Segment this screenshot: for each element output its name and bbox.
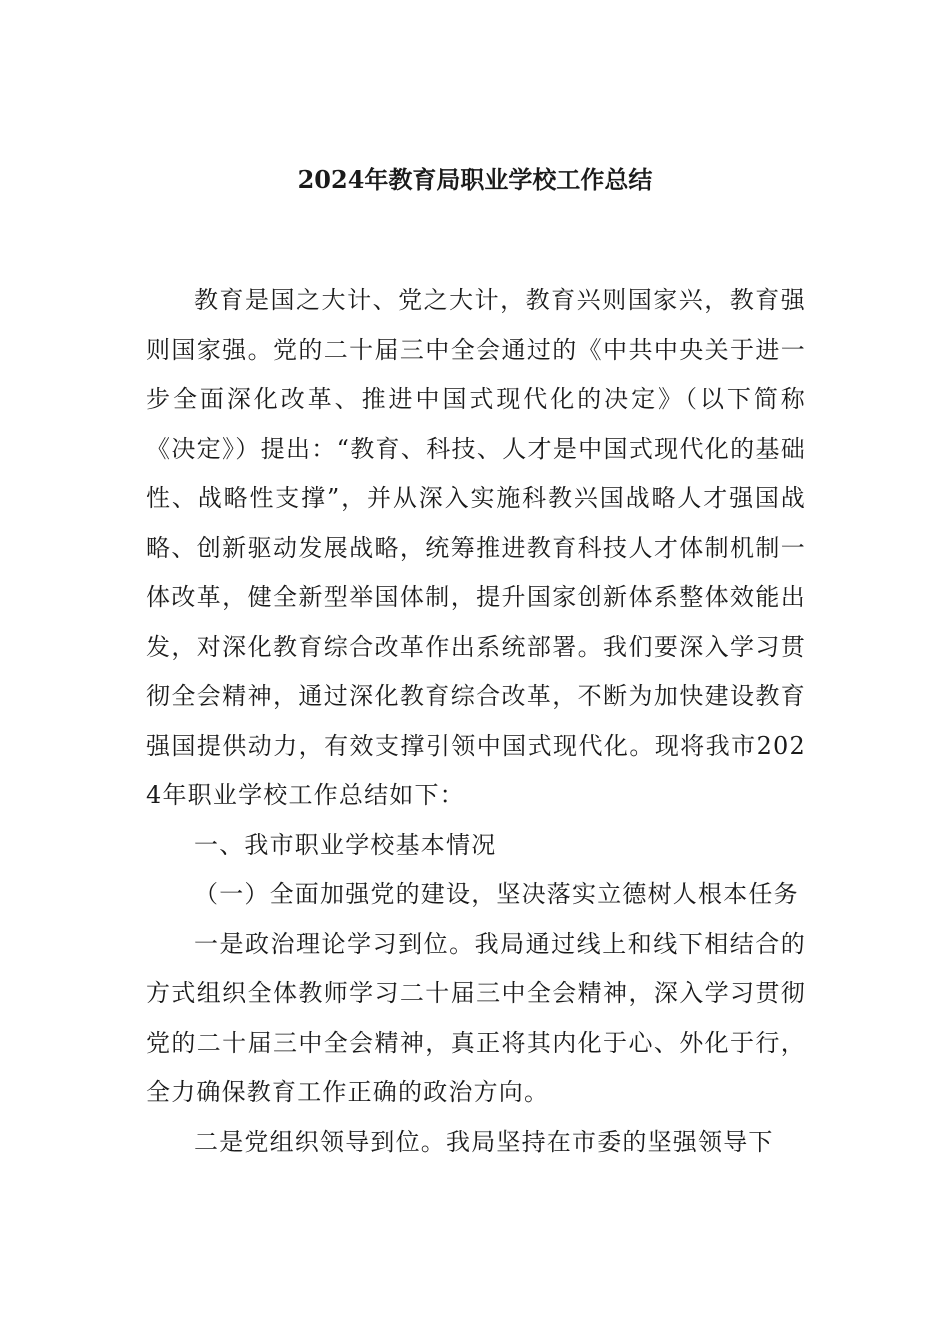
document-body bbox=[146, 276, 806, 1167]
subsection-heading-1: （一）全面加强党的建设，坚决落实立德树人根本任务 bbox=[194, 880, 799, 908]
section-heading-1: 一、我市职业学校基本情况 bbox=[194, 830, 497, 859]
paragraph-party-leadership: 二是党组织领导到位。我局坚持在市委的坚强领导下 bbox=[194, 1127, 774, 1156]
paragraph-intro: 教育是国之大计、党之大计，教育兴则国家兴，教育强则国家强。党的二十届三中全会通过的《中共中央关于进一步全面深化改革、推进中国式现代化的决定》（以下简称《决定》）提出：“教育、科技、人才是中国式现代化的基础性、战略性支撑”，并从深入实施科教兴国战略人才强国战略、创新驱动发展战略，统筹推进教育科技人才体制机制一体改革，健全新型举国体制，提升国家创新体系整体效能出发，对深化教育综合改革作出系统部署。我们要深入学习贯彻全会精神，通过深化教育综合改革，不断为加快建设教育强国提供动力，有效支撑引领中国式现代化。现将我市2024年职业学校工作总结如下： bbox=[146, 286, 806, 809]
document-title: 2024年教育局职业学校工作总结 bbox=[297, 165, 653, 194]
paragraph-political-study: 一是政治理论学习到位。我局通过线上和线下相结合的方式组织全体教师学习二十届三中全会精神，深入学习贯彻党的二十届三中全会精神，真正将其内化于心、外化于行，全力确保教育工作正确的政治方向。 bbox=[146, 929, 806, 1106]
